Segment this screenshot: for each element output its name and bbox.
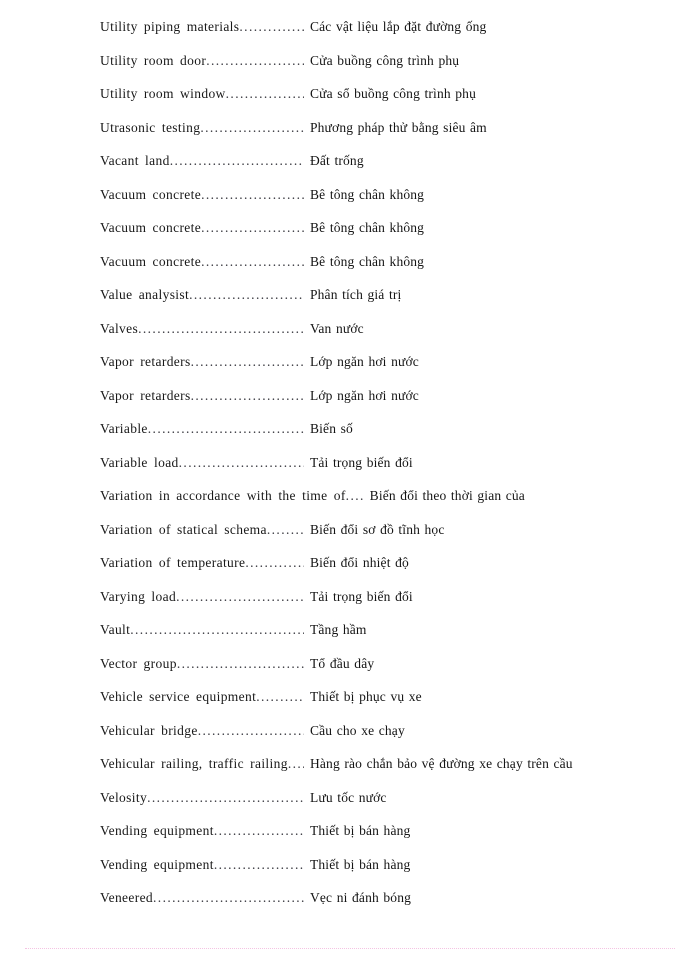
- glossary-term-english: Variation in accordance with the time of: [100, 488, 346, 503]
- glossary-entry: [0, 889, 700, 923]
- glossary-term-vietnamese: Lớp ngăn hơi nước: [310, 354, 419, 369]
- glossary-term-english: Utility room window: [100, 86, 226, 101]
- glossary-term-vietnamese: Biến đổi nhiệt độ: [310, 555, 409, 570]
- glossary-term-english: Vacant land: [100, 153, 170, 168]
- glossary-entry: [0, 286, 700, 320]
- glossary-term-english: Utility piping materials: [100, 19, 240, 34]
- glossary-entry: [0, 856, 700, 890]
- glossary-entry: [0, 487, 700, 521]
- glossary-term-vietnamese: Biến đổi theo thời gian của: [369, 488, 525, 503]
- dot-leader: [179, 454, 304, 472]
- dot-leader: [148, 420, 304, 438]
- glossary-term-english: Variation of statical schema: [100, 521, 267, 537]
- dot-leader: [130, 621, 304, 639]
- glossary-term-english: Utrasonic testing: [100, 119, 201, 135]
- glossary-term-vietnamese: Lưu tốc nước: [310, 789, 387, 805]
- glossary-entry: [0, 621, 700, 655]
- dot-leader: [170, 152, 304, 170]
- glossary-term-english: Utility room door: [100, 52, 207, 68]
- glossary-term-vietnamese: Thiết bị phục vụ xe: [310, 689, 422, 704]
- glossary-term-english: Vapor retarders: [100, 354, 191, 369]
- glossary-term-english: Variable load: [100, 454, 179, 470]
- glossary-term-vietnamese: Bê tông chân không: [310, 186, 425, 202]
- glossary-term-english: Veneered: [100, 890, 154, 905]
- glossary-term-english: Velosity: [100, 789, 148, 805]
- glossary-entry: [0, 789, 700, 823]
- glossary-term-english: Varying load: [100, 588, 177, 604]
- glossary-entry: [0, 152, 700, 186]
- dot-leader: [201, 219, 304, 237]
- glossary-term-english: Vehicle service equipment: [100, 689, 257, 704]
- dot-leader: [153, 889, 304, 907]
- dot-leader: [191, 353, 304, 371]
- glossary-term-english: Vacuum concrete: [100, 220, 202, 235]
- glossary-term-vietnamese: Phân tích giá trị: [310, 287, 402, 302]
- glossary-term-vietnamese: Hàng rào chắn bảo vệ đường xe chạy trên cầu: [310, 756, 573, 771]
- dot-leader: [177, 655, 304, 673]
- glossary-entry: [0, 554, 700, 588]
- glossary-term-english: Vending equipment: [100, 823, 214, 838]
- glossary-term-vietnamese: Biến số: [310, 421, 353, 436]
- glossary-term-english: Vacuum concrete: [100, 253, 202, 269]
- glossary-term-vietnamese: Tổ đầu dây: [310, 655, 375, 671]
- glossary-term-vietnamese: Cầu cho xe chạy: [310, 722, 405, 738]
- dot-leader: [138, 320, 304, 338]
- glossary-term-vietnamese: Biến đổi sơ đồ tĩnh học: [310, 521, 445, 537]
- dot-leader: [214, 856, 304, 874]
- dot-leader: [214, 822, 304, 840]
- glossary-entry: [0, 655, 700, 689]
- glossary-entry: [0, 722, 700, 756]
- glossary-term-english: Vehicular bridge: [100, 722, 198, 738]
- glossary-entry: [0, 219, 700, 253]
- glossary-entry: [0, 420, 700, 454]
- dot-leader: [267, 521, 304, 539]
- dot-leader: [256, 688, 304, 706]
- dot-leader: [226, 85, 304, 103]
- glossary-entry: [0, 253, 700, 287]
- glossary-term-english: Vector group: [100, 655, 177, 671]
- glossary-term-english: Vault: [100, 622, 131, 637]
- glossary-entry: [0, 387, 700, 421]
- dot-leader: [206, 52, 304, 70]
- glossary-entry: [0, 521, 700, 555]
- glossary-term-english: Vacuum concrete: [100, 186, 202, 202]
- glossary-term-vietnamese: Cửa sổ buồng công trình phụ: [310, 86, 476, 101]
- glossary-term-english: Variable: [100, 421, 148, 436]
- glossary-term-vietnamese: Bê tông chân không: [310, 253, 425, 269]
- dot-leader: [201, 253, 304, 271]
- glossary-term-english: Variation of temperature: [100, 555, 246, 570]
- glossary-entry: [0, 186, 700, 220]
- glossary-term-vietnamese: Bê tông chân không: [310, 220, 425, 235]
- glossary-entry: [0, 353, 700, 387]
- dot-leader: [147, 789, 304, 807]
- glossary-entry: [0, 454, 700, 488]
- glossary-term-vietnamese: Thiết bị bán hàng: [310, 856, 411, 872]
- glossary-term-english: Valves: [100, 320, 139, 336]
- glossary-entry: [0, 588, 700, 622]
- glossary-term-vietnamese: Tải trọng biến đổi: [310, 454, 413, 470]
- glossary-term-vietnamese: Tầng hầm: [310, 622, 367, 637]
- glossary-entry: [0, 119, 700, 153]
- glossary-entry: [0, 688, 700, 722]
- dot-leader: [200, 119, 304, 137]
- glossary-term-vietnamese: Tải trọng biến đổi: [310, 588, 413, 604]
- glossary-entry: [0, 755, 700, 789]
- glossary-term-vietnamese: Lớp ngăn hơi nước: [310, 387, 419, 403]
- glossary-entry: [0, 320, 700, 354]
- glossary-term-english: Vending equipment: [100, 856, 214, 872]
- glossary-term-vietnamese: Phương pháp thử bằng siêu âm: [310, 119, 487, 135]
- glossary-term-english: Value analysist: [100, 287, 190, 302]
- dot-leader: [189, 286, 304, 304]
- dot-leader: [346, 487, 364, 505]
- glossary-term-english: Vapor retarders: [100, 387, 191, 403]
- dot-leader: [288, 755, 304, 773]
- dot-leader: [198, 722, 304, 740]
- dot-leader: [201, 186, 304, 204]
- footer-dotted-rule: [25, 948, 675, 949]
- glossary-list: [0, 18, 700, 923]
- dot-leader: [245, 554, 304, 572]
- glossary-term-vietnamese: Cửa buồng công trình phụ: [310, 52, 460, 68]
- dot-leader: [239, 18, 304, 36]
- dot-leader: [191, 387, 304, 405]
- glossary-term-vietnamese: Van nước: [310, 320, 364, 336]
- glossary-term-vietnamese: Vẹc ni đánh bóng: [310, 890, 412, 905]
- glossary-entry: [0, 822, 700, 856]
- glossary-term-vietnamese: Các vật liệu lắp đặt đường ống: [310, 19, 487, 34]
- glossary-term-english: Vehicular railing, traffic railing: [100, 756, 288, 771]
- glossary-term-vietnamese: Đất trống: [310, 153, 364, 168]
- dot-leader: [176, 588, 304, 606]
- glossary-entry: [0, 85, 700, 119]
- glossary-entry: [0, 18, 700, 52]
- glossary-entry: [0, 52, 700, 86]
- glossary-term-vietnamese: Thiết bị bán hàng: [310, 823, 411, 838]
